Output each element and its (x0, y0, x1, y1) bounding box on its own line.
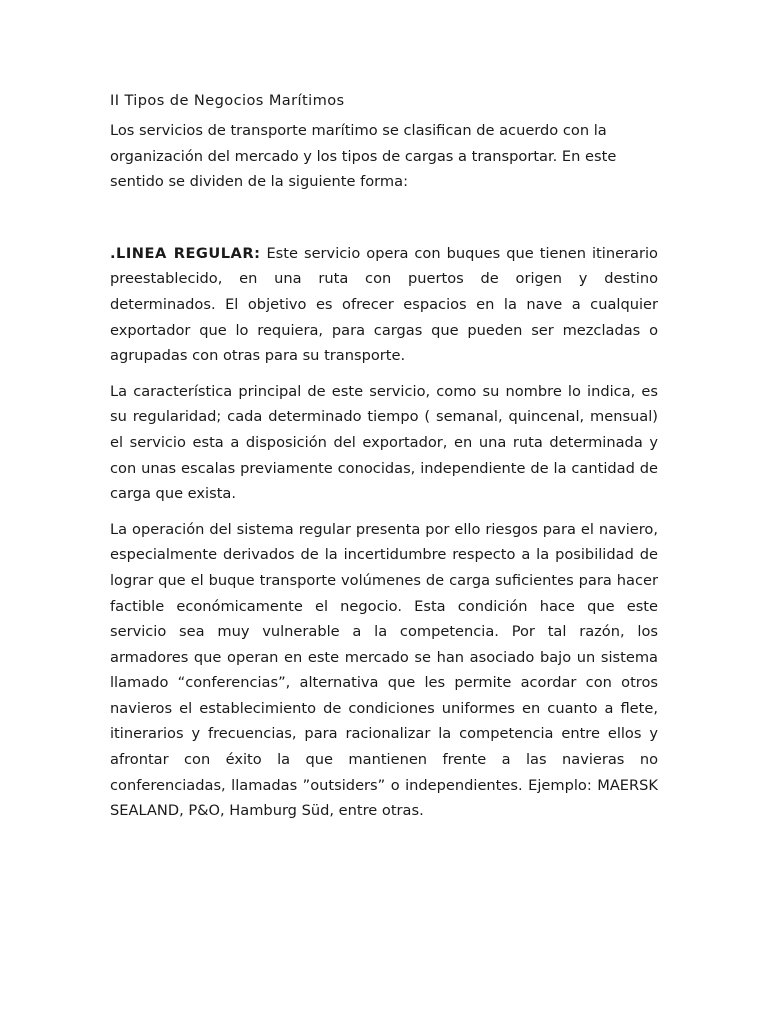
linea-regular-paragraph (110, 241, 658, 369)
linea-regular-lead: .LINEA REGULAR: (110, 244, 261, 262)
section-heading: II Tipos de Negocios Marítimos (110, 92, 345, 109)
intro-paragraph: Los servicios de transporte marítimo se clasifican de acuerdo con la organización del mercado y los tipos de cargas a transportar. En este sentido se dividen de la siguiente forma: (110, 122, 617, 191)
characteristics-paragraph: La característica principal de este servicio, como su nombre lo indica, es su regularidad; cada determinado tiempo ( semanal, quincenal, mensual) el servicio esta a disposición del exportador, en una ruta determinada y con unas escalas previamente conocidas, independiente de la cantidad de carga que exista. (110, 382, 658, 503)
operation-risks-paragraph: La operación del sistema regular presenta por ello riesgos para el naviero, especialmente derivados de la incertidumbre respecto a la posibilidad de lograr que el buque transporte volúmenes de carga suficientes para hacer factible económicamente el negocio. Esta condición hace que este servicio sea muy vulnerable a la competencia. Por tal razón, los armadores que operan en este mercado se han asociado bajo un sistema llamado “conferencias”, alternativa que les permite acordar con otros navieros el establecimiento de condiciones uniformes en cuanto a flete, itinerarios y frecuencias, para racionalizar la competencia entre ellos y afrontar con éxito la que mantienen frente a las navieras no conferenciadas, llamadas ”outsiders” o independientes. Ejemplo: MAERSK SEALAND, P&O, Hamburg Süd, entre otras. (110, 520, 658, 820)
linea-regular-text: Este servicio opera con buques que tienen itinerario preestablecido, en una ruta con puertos de origen y destino determinados. El objetivo es ofrecer espacios en la nave a cualquier exportador que lo requiera, para cargas que pueden ser mezcladas o agrupadas con otras para su transporte. (110, 244, 658, 365)
document-page (110, 88, 658, 834)
